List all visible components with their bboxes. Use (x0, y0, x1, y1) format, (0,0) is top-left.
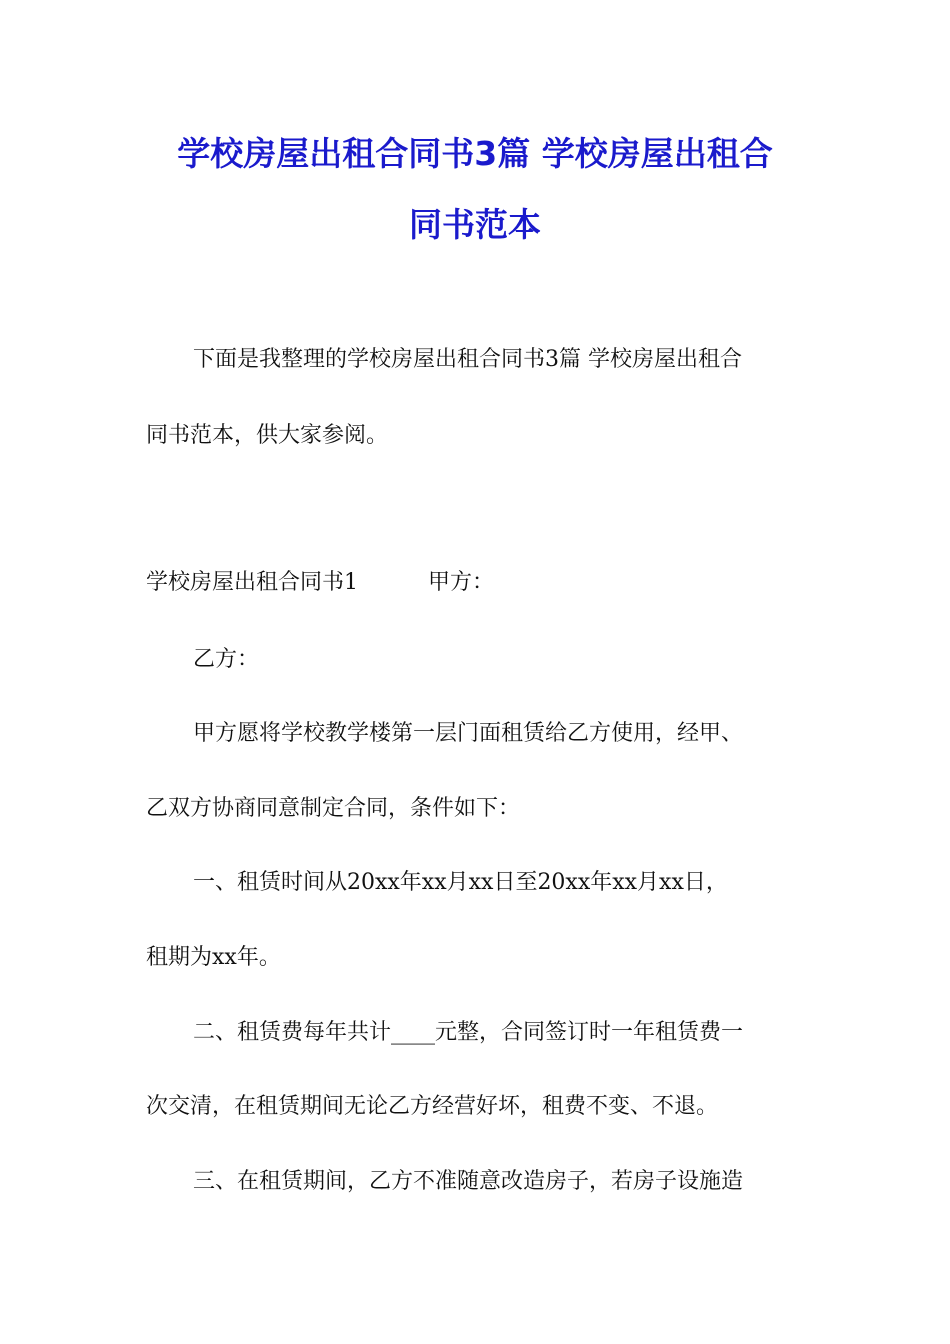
clause-2-line-2: 次交清，在租赁期间无论乙方经营好坏，租费不变、不退。 (146, 1094, 719, 1119)
party-a-label: 甲方： (428, 570, 495, 595)
document-title-line-1: 学校房屋出租合同书3篇 学校房屋出租合 (177, 134, 773, 173)
section-1-heading: 学校房屋出租合同书1 (146, 570, 358, 595)
intro-paragraph-line-2: 同书范本，供大家参阅。 (146, 423, 389, 448)
paragraph-1-line-2: 乙双方协商同意制定合同，条件如下： (146, 796, 521, 821)
intro-paragraph-line-1: 下面是我整理的学校房屋出租合同书3篇 学校房屋出租合 (193, 347, 742, 372)
document-title-line-2: 同书范本 (409, 205, 541, 244)
clause-1-line-1: 一、租赁时间从20xx年xx月xx日至20xx年xx月xx日， (193, 870, 728, 895)
paragraph-1-line-1: 甲方愿将学校教学楼第一层门面租赁给乙方使用，经甲、 (193, 721, 744, 746)
clause-1-line-2: 租期为xx年。 (146, 945, 281, 970)
party-b-label: 乙方： (193, 647, 260, 672)
clause-3-line-1: 三、在租赁期间，乙方不准随意改造房子，若房子设施造 (193, 1169, 744, 1194)
clause-2-line-1: 二、租赁费每年共计____元整，合同签订时一年租赁费一 (193, 1020, 744, 1045)
